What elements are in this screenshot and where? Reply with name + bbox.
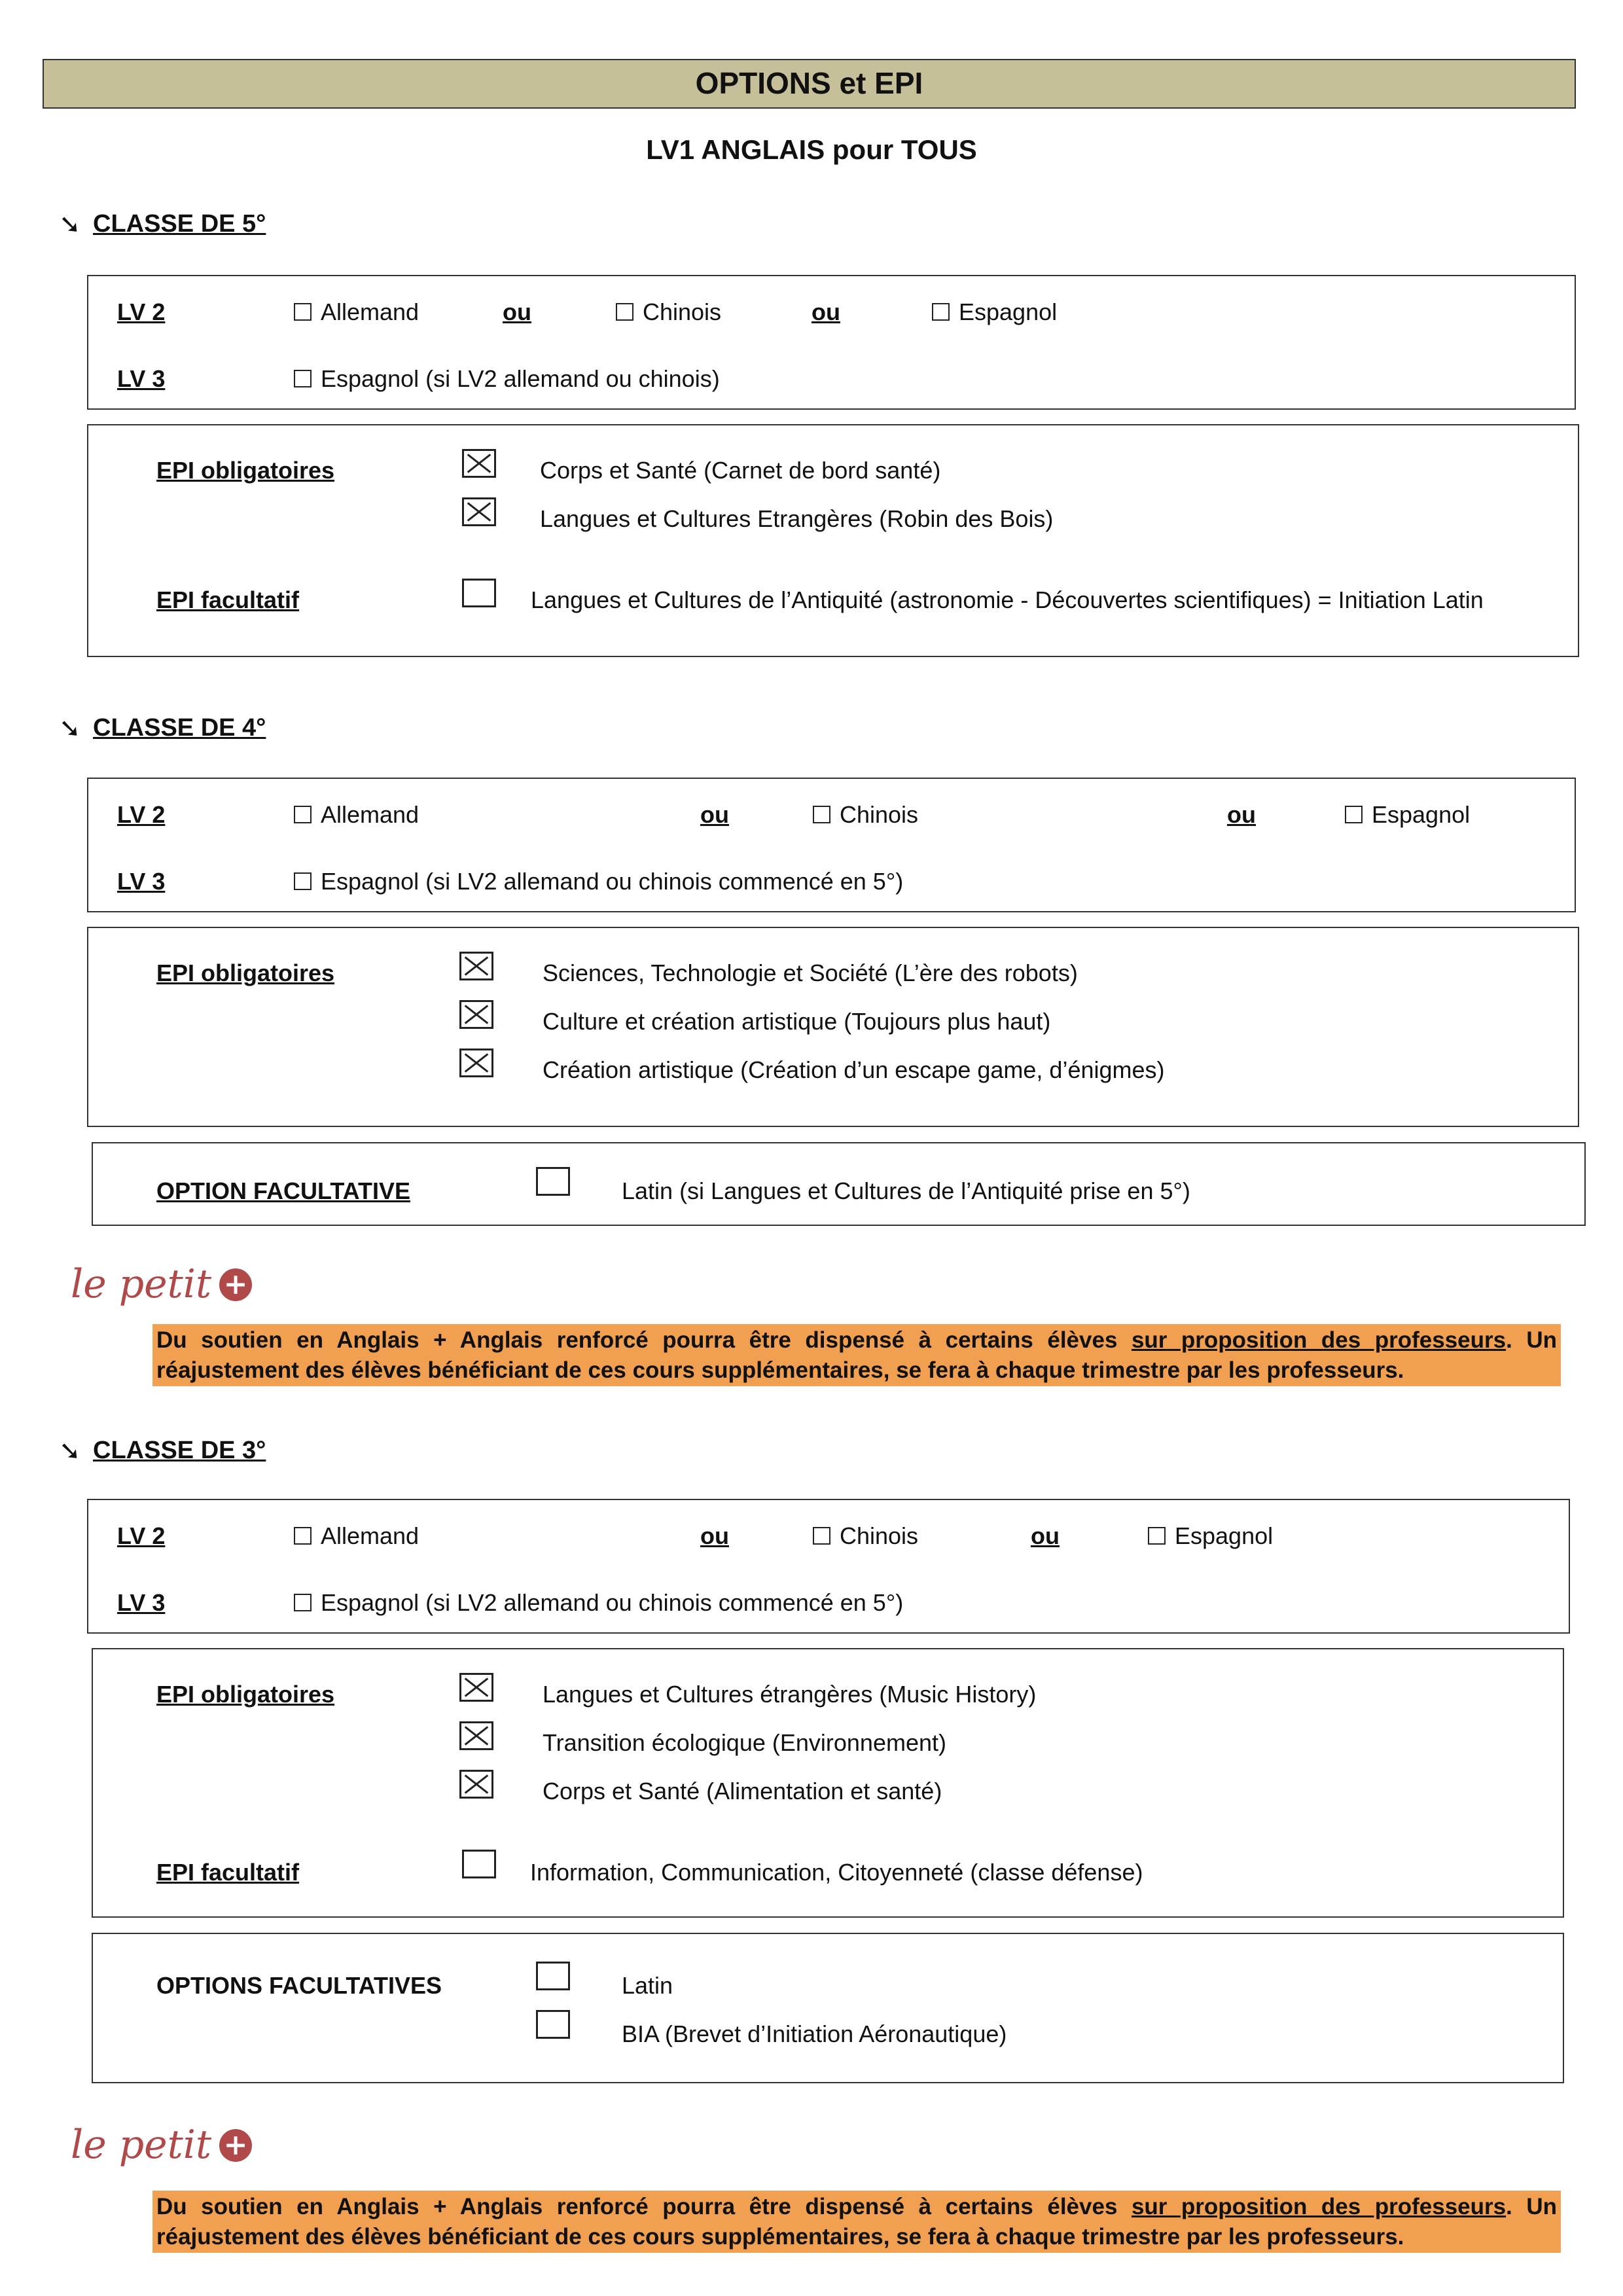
ou-separator: ou bbox=[1031, 1522, 1060, 1549]
checkbox-icon[interactable] bbox=[462, 1850, 496, 1878]
options-facultatives-label: OPTIONS FACULTATIVES bbox=[156, 1972, 442, 1999]
option-facultative-item: BIA (Brevet d’Initiation Aéronautique) bbox=[622, 2020, 1007, 2047]
epi-facultatif-label: EPI facultatif bbox=[156, 1859, 300, 1886]
lv2-option-chinois[interactable]: Chinois bbox=[813, 800, 918, 829]
checkbox-icon[interactable] bbox=[1148, 1527, 1166, 1545]
lv-box-5 bbox=[87, 275, 1576, 410]
lv2-option-espagnol[interactable]: Espagnol bbox=[932, 297, 1057, 327]
lv2-option-espagnol[interactable]: Espagnol bbox=[1148, 1521, 1273, 1551]
epi-facultatif-item: Langues et Cultures de l’Antiquité (astronomie - Découvertes scientifiques) = Initiation Latin bbox=[531, 586, 1484, 613]
arrow-down-right-icon: ➘ bbox=[59, 210, 81, 239]
checkbox-checked-icon[interactable] bbox=[462, 449, 496, 478]
lv2-option-allemand[interactable]: Allemand bbox=[294, 1521, 419, 1551]
ou-separator: ou bbox=[1227, 801, 1256, 828]
arrow-down-right-icon: ➘ bbox=[59, 1437, 81, 1465]
epi-obligatoire-item: Corps et Santé (Alimentation et santé) bbox=[543, 1778, 942, 1804]
lv2-option-allemand[interactable]: Allemand bbox=[294, 297, 419, 327]
arrow-down-right-icon: ➘ bbox=[59, 714, 81, 743]
checkbox-icon[interactable] bbox=[294, 1527, 312, 1545]
lv3-option-espagnol[interactable]: Espagnol (si LV2 allemand ou chinois commencé en 5°) bbox=[294, 867, 903, 896]
ou-separator: ou bbox=[700, 1522, 729, 1549]
checkbox-icon[interactable] bbox=[294, 303, 312, 321]
checkbox-checked-icon[interactable] bbox=[459, 1721, 493, 1750]
checkbox-checked-icon[interactable] bbox=[459, 1770, 493, 1799]
plus-icon: + bbox=[219, 1268, 252, 1301]
checkbox-icon[interactable] bbox=[294, 806, 312, 823]
epi-obligatoire-item: Corps et Santé (Carnet de bord santé) bbox=[540, 457, 941, 484]
checkbox-icon[interactable] bbox=[616, 303, 633, 321]
checkbox-icon[interactable] bbox=[536, 2010, 570, 2039]
lv3-option-espagnol[interactable]: Espagnol (si LV2 allemand ou chinois commencé en 5°) bbox=[294, 1588, 903, 1617]
checkbox-icon[interactable] bbox=[536, 1962, 570, 1990]
option-box-4 bbox=[92, 1142, 1586, 1226]
epi-facultatif-item: Information, Communication, Citoyenneté (classe défense) bbox=[530, 1859, 1143, 1886]
section-heading-3: ➘ CLASSE DE 3° bbox=[59, 1435, 266, 1467]
checkbox-checked-icon[interactable] bbox=[462, 497, 496, 526]
lv2-option-espagnol[interactable]: Espagnol bbox=[1345, 800, 1470, 829]
epi-obligatoires-label: EPI obligatoires bbox=[156, 457, 335, 484]
lv2-label: LV 2 bbox=[117, 1522, 166, 1549]
page-title: OPTIONS et EPI bbox=[43, 59, 1576, 109]
lv2-label: LV 2 bbox=[117, 801, 166, 828]
epi-obligatoires-label: EPI obligatoires bbox=[156, 960, 335, 986]
checkbox-icon[interactable] bbox=[813, 806, 830, 823]
checkbox-icon[interactable] bbox=[1345, 806, 1363, 823]
section-heading-4: ➘ CLASSE DE 4° bbox=[59, 712, 266, 745]
lv3-option-espagnol[interactable]: Espagnol (si LV2 allemand ou chinois) bbox=[294, 364, 720, 393]
checkbox-icon[interactable] bbox=[813, 1527, 830, 1545]
checkbox-checked-icon[interactable] bbox=[459, 1049, 493, 1077]
epi-box-4 bbox=[87, 927, 1579, 1127]
option-facultative-label: OPTION FACULTATIVE bbox=[156, 1177, 410, 1204]
support-note: Du soutien en Anglais + Anglais renforcé pourra être dispensé à certains élèves sur proposition des professeurs. Un réajustement des élèves bénéficiant de ces cours supplémentaires, se fera à chaque trimestre par les professeurs. bbox=[152, 2191, 1561, 2253]
epi-obligatoire-item: Création artistique (Création d’un escape game, d’énigmes) bbox=[543, 1056, 1165, 1083]
epi-obligatoire-item: Transition écologique (Environnement) bbox=[543, 1729, 946, 1756]
lv2-option-allemand[interactable]: Allemand bbox=[294, 800, 419, 829]
checkbox-icon[interactable] bbox=[294, 370, 312, 387]
section-heading-5: ➘ CLASSE DE 5° bbox=[59, 208, 266, 241]
epi-obligatoires-label: EPI obligatoires bbox=[156, 1681, 335, 1708]
epi-facultatif-label: EPI facultatif bbox=[156, 586, 300, 613]
option-facultative-item: Latin bbox=[622, 1972, 673, 1999]
page-subtitle: LV1 ANGLAIS pour TOUS bbox=[646, 134, 977, 165]
lv3-label: LV 3 bbox=[117, 1589, 166, 1616]
plus-icon: + bbox=[219, 2129, 252, 2162]
ou-separator: ou bbox=[812, 298, 840, 325]
epi-obligatoire-item: Culture et création artistique (Toujours plus haut) bbox=[543, 1008, 1051, 1035]
lv-box-3 bbox=[87, 1499, 1570, 1634]
ou-separator: ou bbox=[700, 801, 729, 828]
ou-separator: ou bbox=[503, 298, 531, 325]
checkbox-icon[interactable] bbox=[462, 579, 496, 607]
checkbox-icon[interactable] bbox=[294, 872, 312, 890]
checkbox-checked-icon[interactable] bbox=[459, 1673, 493, 1702]
lv-box-4 bbox=[87, 778, 1576, 912]
lv2-label: LV 2 bbox=[117, 298, 166, 325]
epi-obligatoire-item: Sciences, Technologie et Société (L’ère des robots) bbox=[543, 960, 1078, 986]
lv3-label: LV 3 bbox=[117, 868, 166, 895]
lv2-option-chinois[interactable]: Chinois bbox=[616, 297, 721, 327]
option-facultative-item: Latin (si Langues et Cultures de l’Antiquité prise en 5°) bbox=[622, 1177, 1190, 1204]
le-petit-plus-logo: le petit + bbox=[71, 2121, 252, 2170]
le-petit-plus-logo: le petit + bbox=[71, 1260, 252, 1309]
checkbox-icon[interactable] bbox=[932, 303, 950, 321]
support-note: Du soutien en Anglais + Anglais renforcé pourra être dispensé à certains élèves sur proposition des professeurs. Un réajustement des élèves bénéficiant de ces cours supplémentaires, se fera à chaque trimestre par les professeurs. bbox=[152, 1324, 1561, 1386]
lv2-option-chinois[interactable]: Chinois bbox=[813, 1521, 918, 1551]
lv3-label: LV 3 bbox=[117, 365, 166, 392]
checkbox-checked-icon[interactable] bbox=[459, 1000, 493, 1029]
epi-obligatoire-item: Langues et Cultures étrangères (Music History) bbox=[543, 1681, 1037, 1708]
epi-obligatoire-item: Langues et Cultures Etrangères (Robin des Bois) bbox=[540, 505, 1054, 532]
checkbox-checked-icon[interactable] bbox=[459, 952, 493, 980]
checkbox-icon[interactable] bbox=[536, 1167, 570, 1196]
options-box-3 bbox=[92, 1933, 1564, 2083]
epi-box-5 bbox=[87, 424, 1579, 657]
checkbox-icon[interactable] bbox=[294, 1594, 312, 1611]
epi-box-3 bbox=[92, 1648, 1564, 1918]
